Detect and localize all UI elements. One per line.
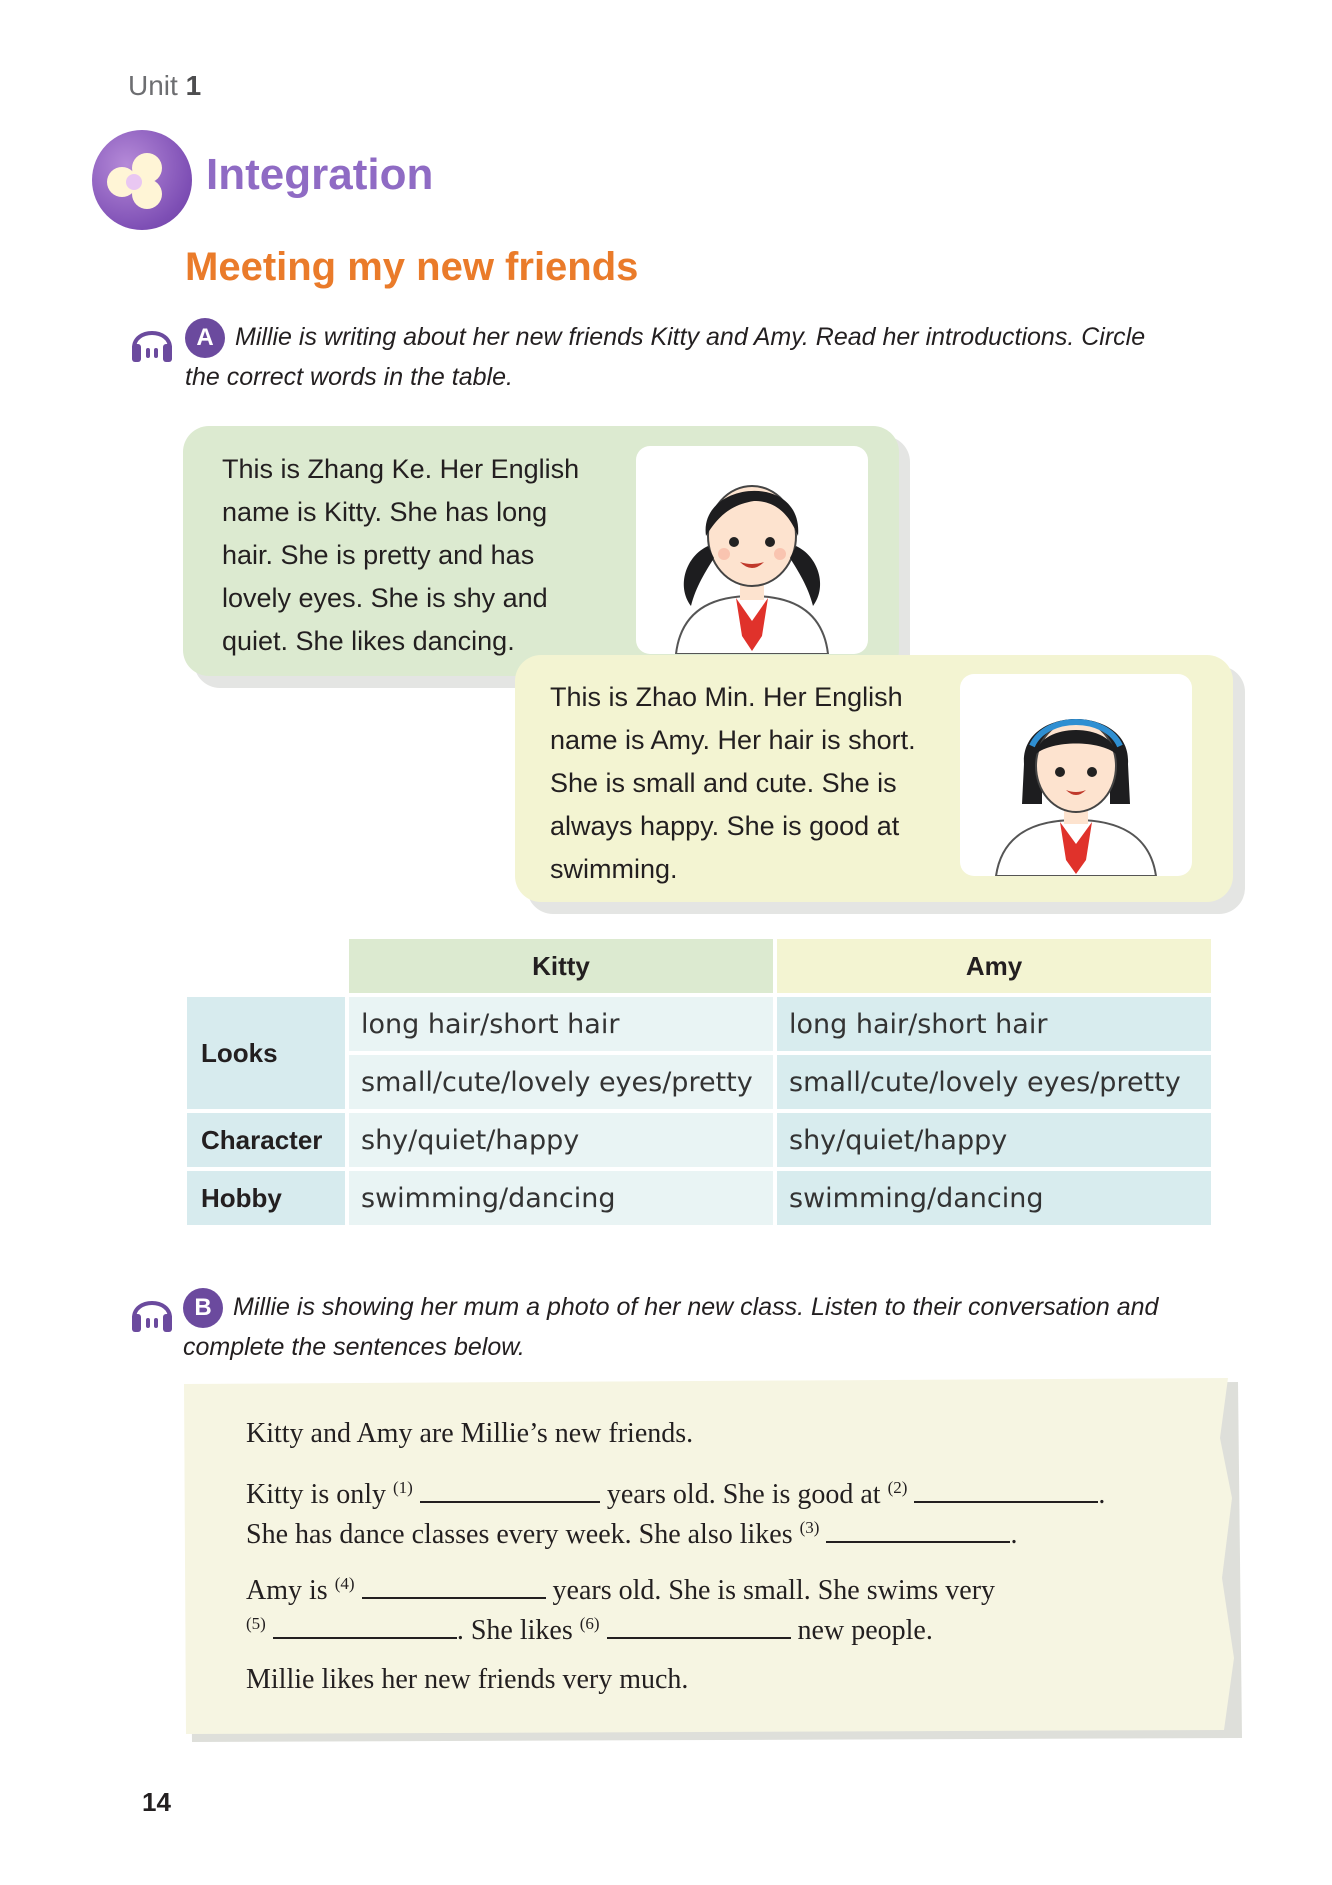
part-b-instruction-line2: complete the sentences below.: [183, 1333, 525, 1362]
kitty-line: hair. She is pretty and has: [222, 540, 535, 570]
section-title: Integration: [206, 150, 434, 199]
traits-table: [183, 935, 1215, 1229]
table-row: [187, 1171, 1211, 1225]
text: .: [1010, 1519, 1018, 1550]
kitty-character[interactable]: shy/quiet/happy: [349, 1113, 773, 1167]
part-b-badge: B: [183, 1288, 223, 1328]
kitty-line: This is Zhang Ke. Her English: [222, 454, 580, 484]
text: Amy is: [246, 1575, 328, 1606]
answer-blank-5[interactable]: [273, 1617, 457, 1639]
part-a-instruction: [185, 318, 1225, 396]
blank-number: (1): [393, 1478, 413, 1497]
row-label-hobby: Hobby: [187, 1171, 345, 1225]
kitty-looks-features[interactable]: small/cute/lovely eyes/pretty: [349, 1055, 773, 1109]
row-label-character: Character: [187, 1113, 345, 1167]
sentence-3: [246, 1508, 1017, 1555]
answer-blank-6[interactable]: [607, 1617, 791, 1639]
amy-portrait: [960, 674, 1192, 876]
unit-word: Unit: [128, 70, 178, 101]
amy-line: name is Amy. Her hair is short.: [550, 725, 916, 755]
kitty-line: lovely eyes. She is shy and: [222, 583, 548, 613]
part-a-instruction-line1: Millie is writing about her new friends Kitty and Amy. Read her introductions. Circle: [235, 323, 1146, 351]
amy-line: always happy. She is good at: [550, 811, 900, 841]
text: years old. She is small. She swims very: [552, 1575, 996, 1606]
table-row: [187, 1113, 1211, 1167]
headphones-icon[interactable]: [128, 318, 176, 364]
answer-blank-4[interactable]: [362, 1577, 546, 1599]
text: years old. She is good at: [606, 1479, 881, 1510]
answer-blank-1[interactable]: [420, 1481, 600, 1503]
blank-number: (6): [579, 1614, 600, 1633]
blank-number: (5): [246, 1614, 266, 1633]
text: . She likes: [456, 1615, 573, 1646]
answer-blank-2[interactable]: [914, 1481, 1098, 1503]
kitty-card-text: [222, 448, 632, 663]
sentence-5: [246, 1604, 933, 1651]
header-kitty: Kitty: [349, 939, 773, 993]
row-label-looks: Looks: [187, 997, 345, 1109]
part-a-badge: A: [185, 318, 225, 358]
kitty-hobby[interactable]: swimming/dancing: [349, 1171, 773, 1225]
text: new people.: [797, 1615, 933, 1646]
sentence-6: Millie likes her new friends very much.: [246, 1664, 689, 1695]
kitty-line: name is Kitty. She has long: [222, 497, 548, 527]
amy-looks-hair[interactable]: long hair/short hair: [777, 997, 1211, 1051]
part-b-instruction: [183, 1288, 1243, 1366]
text: She has dance classes every week. She also likes: [246, 1519, 793, 1550]
amy-looks-features[interactable]: small/cute/lovely eyes/pretty: [777, 1055, 1211, 1109]
blank-number: (2): [887, 1478, 908, 1497]
amy-character[interactable]: shy/quiet/happy: [777, 1113, 1211, 1167]
header-amy: Amy: [777, 939, 1211, 993]
unit-label: [128, 70, 201, 102]
text: Kitty is only: [246, 1479, 387, 1510]
amy-line: swimming.: [550, 854, 678, 884]
text: .: [1098, 1479, 1106, 1510]
part-b-instruction-line1: Millie is showing her mum a photo of her new class. Listen to their conversation and: [233, 1293, 1159, 1321]
headphones-icon[interactable]: [128, 1288, 176, 1334]
kitty-line: quiet. She likes dancing.: [222, 626, 515, 656]
amy-card-text: [550, 676, 950, 891]
amy-line: This is Zhao Min. Her English: [550, 682, 903, 712]
table-row: [187, 997, 1211, 1051]
blank-number: (4): [334, 1574, 355, 1593]
page-number: 14: [142, 1787, 171, 1817]
lesson-title: Meeting my new friends: [185, 245, 639, 289]
amy-line: She is small and cute. She is: [550, 768, 897, 798]
sentence-1: Kitty and Amy are Millie’s new friends.: [246, 1418, 694, 1449]
answer-blank-3[interactable]: [826, 1521, 1010, 1543]
amy-hobby[interactable]: swimming/dancing: [777, 1171, 1211, 1225]
kitty-portrait: [636, 446, 868, 654]
blank-number: (3): [799, 1518, 820, 1537]
kitty-looks-hair[interactable]: long hair/short hair: [349, 997, 773, 1051]
table-corner: [187, 939, 345, 993]
integration-icon: [92, 130, 192, 230]
unit-number: 1: [185, 70, 202, 101]
part-a-instruction-line2: the correct words in the table.: [185, 363, 513, 392]
